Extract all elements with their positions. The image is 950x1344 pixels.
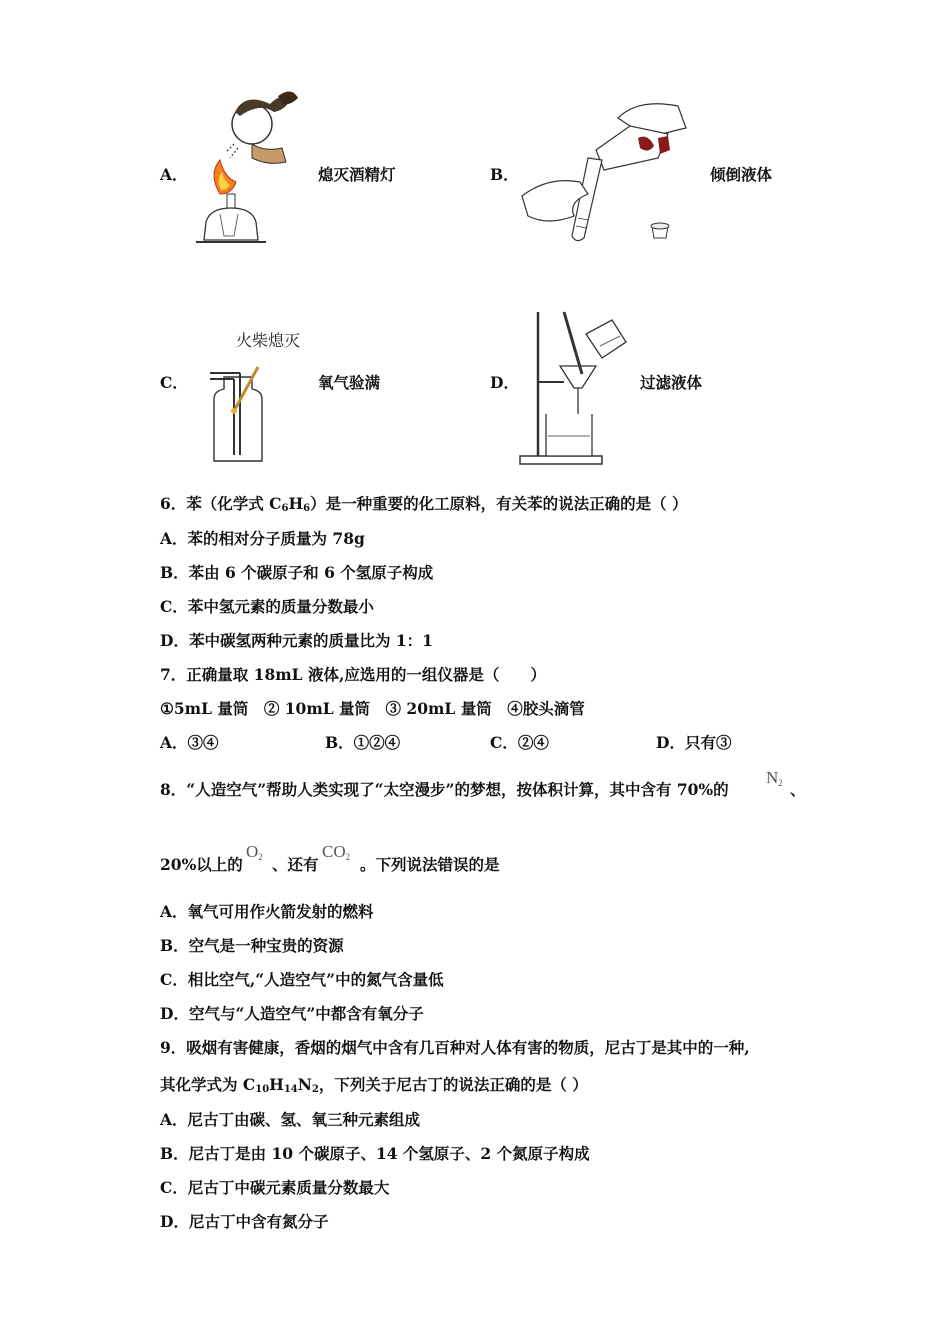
q8-formula-o2: O2: [246, 842, 263, 862]
q7-option-b: B．①②④: [325, 733, 401, 752]
q8-stem-line1: 8．“人造空气”帮助人类实现了“太空漫步”的梦想，按体积计算，其中含有 70%的: [160, 780, 729, 799]
q8-option-a: A．氧气可用作火箭发射的燃料: [160, 902, 374, 921]
q8-formula-n2: N2: [766, 768, 783, 788]
q6-option-c: C．苯中氢元素的质量分数最小: [160, 597, 374, 616]
option-d-caption: 过滤液体: [640, 373, 703, 392]
q8-line2-end: 。下列说法错误的是: [360, 855, 500, 874]
q6-stem: 6．苯（化学式 $C_6H_6$）是一种重要的化工原料，有关苯的说法正确的是（ ）: [160, 494, 688, 514]
option-b-caption: 倾倒液体: [710, 165, 773, 184]
option-a-letter: A．: [160, 165, 188, 184]
q8-line2-mid: 、还有: [272, 855, 319, 874]
q9-option-c: C．尼古丁中碳元素质量分数最大: [160, 1178, 390, 1197]
q9-stem-line1: 9．吸烟有害健康，香烟的烟气中含有几百种对人体有害的物质，尼古丁是其中的一种,: [160, 1038, 750, 1057]
q6-option-a: A．苯的相对分子质量为 78g: [160, 529, 365, 548]
option-b-letter: B．: [490, 165, 519, 184]
q7-option-d: D．只有③: [656, 733, 732, 752]
extinguish-lamp-figure: [190, 82, 305, 247]
q8-line2: 20%以上的: [160, 855, 243, 874]
pour-liquid-figure: [518, 98, 698, 248]
filtration-figure: [516, 310, 636, 468]
q9-option-d: D．尼古丁中含有氮分子: [160, 1212, 329, 1231]
q7-items: ①5mL 量筒 ② 10mL 量筒 ③ 20mL 量筒 ④胶头滴管: [160, 699, 585, 718]
option-c-caption: 氧气验满: [318, 373, 381, 392]
q8-comma: 、: [790, 780, 806, 799]
q7-option-c: C．②④: [490, 733, 549, 752]
oxygen-check-figure: [200, 355, 280, 467]
q8-option-b: B．空气是一种宝贵的资源: [160, 936, 344, 955]
q6-option-b: B．苯由 6 个碳原子和 6 个氢原子构成: [160, 563, 434, 582]
option-a-caption: 熄灭酒精灯: [318, 165, 396, 184]
q7-stem: 7．正确量取 18mL 液体,应选用的一组仪器是（ ）: [160, 665, 546, 684]
q7-option-a: A．③④: [160, 733, 219, 752]
q9-option-b: B．尼古丁是由 10 个碳原子、14 个氢原子、2 个氮原子构成: [160, 1144, 590, 1163]
q8-formula-co2: CO2: [322, 842, 351, 862]
option-c-letter: C．: [160, 373, 188, 392]
q6-option-d: D．苯中碳氢两种元素的质量比为 1：1: [160, 631, 433, 650]
q9-option-a: A．尼古丁由碳、氢、氧三种元素组成: [160, 1110, 421, 1129]
q8-option-c: C．相比空气,“人造空气”中的氮气含量低: [160, 970, 444, 989]
match-extinguished-label: 火柴熄灭: [236, 331, 301, 350]
q8-option-d: D．空气与“人造空气”中都含有氧分子: [160, 1004, 424, 1023]
option-d-letter: D．: [490, 373, 519, 392]
q9-stem-line2: 其化学式为 $C_{10}H_{14}N_2$，下列关于尼古丁的说法正确的是（ ）: [160, 1075, 588, 1095]
